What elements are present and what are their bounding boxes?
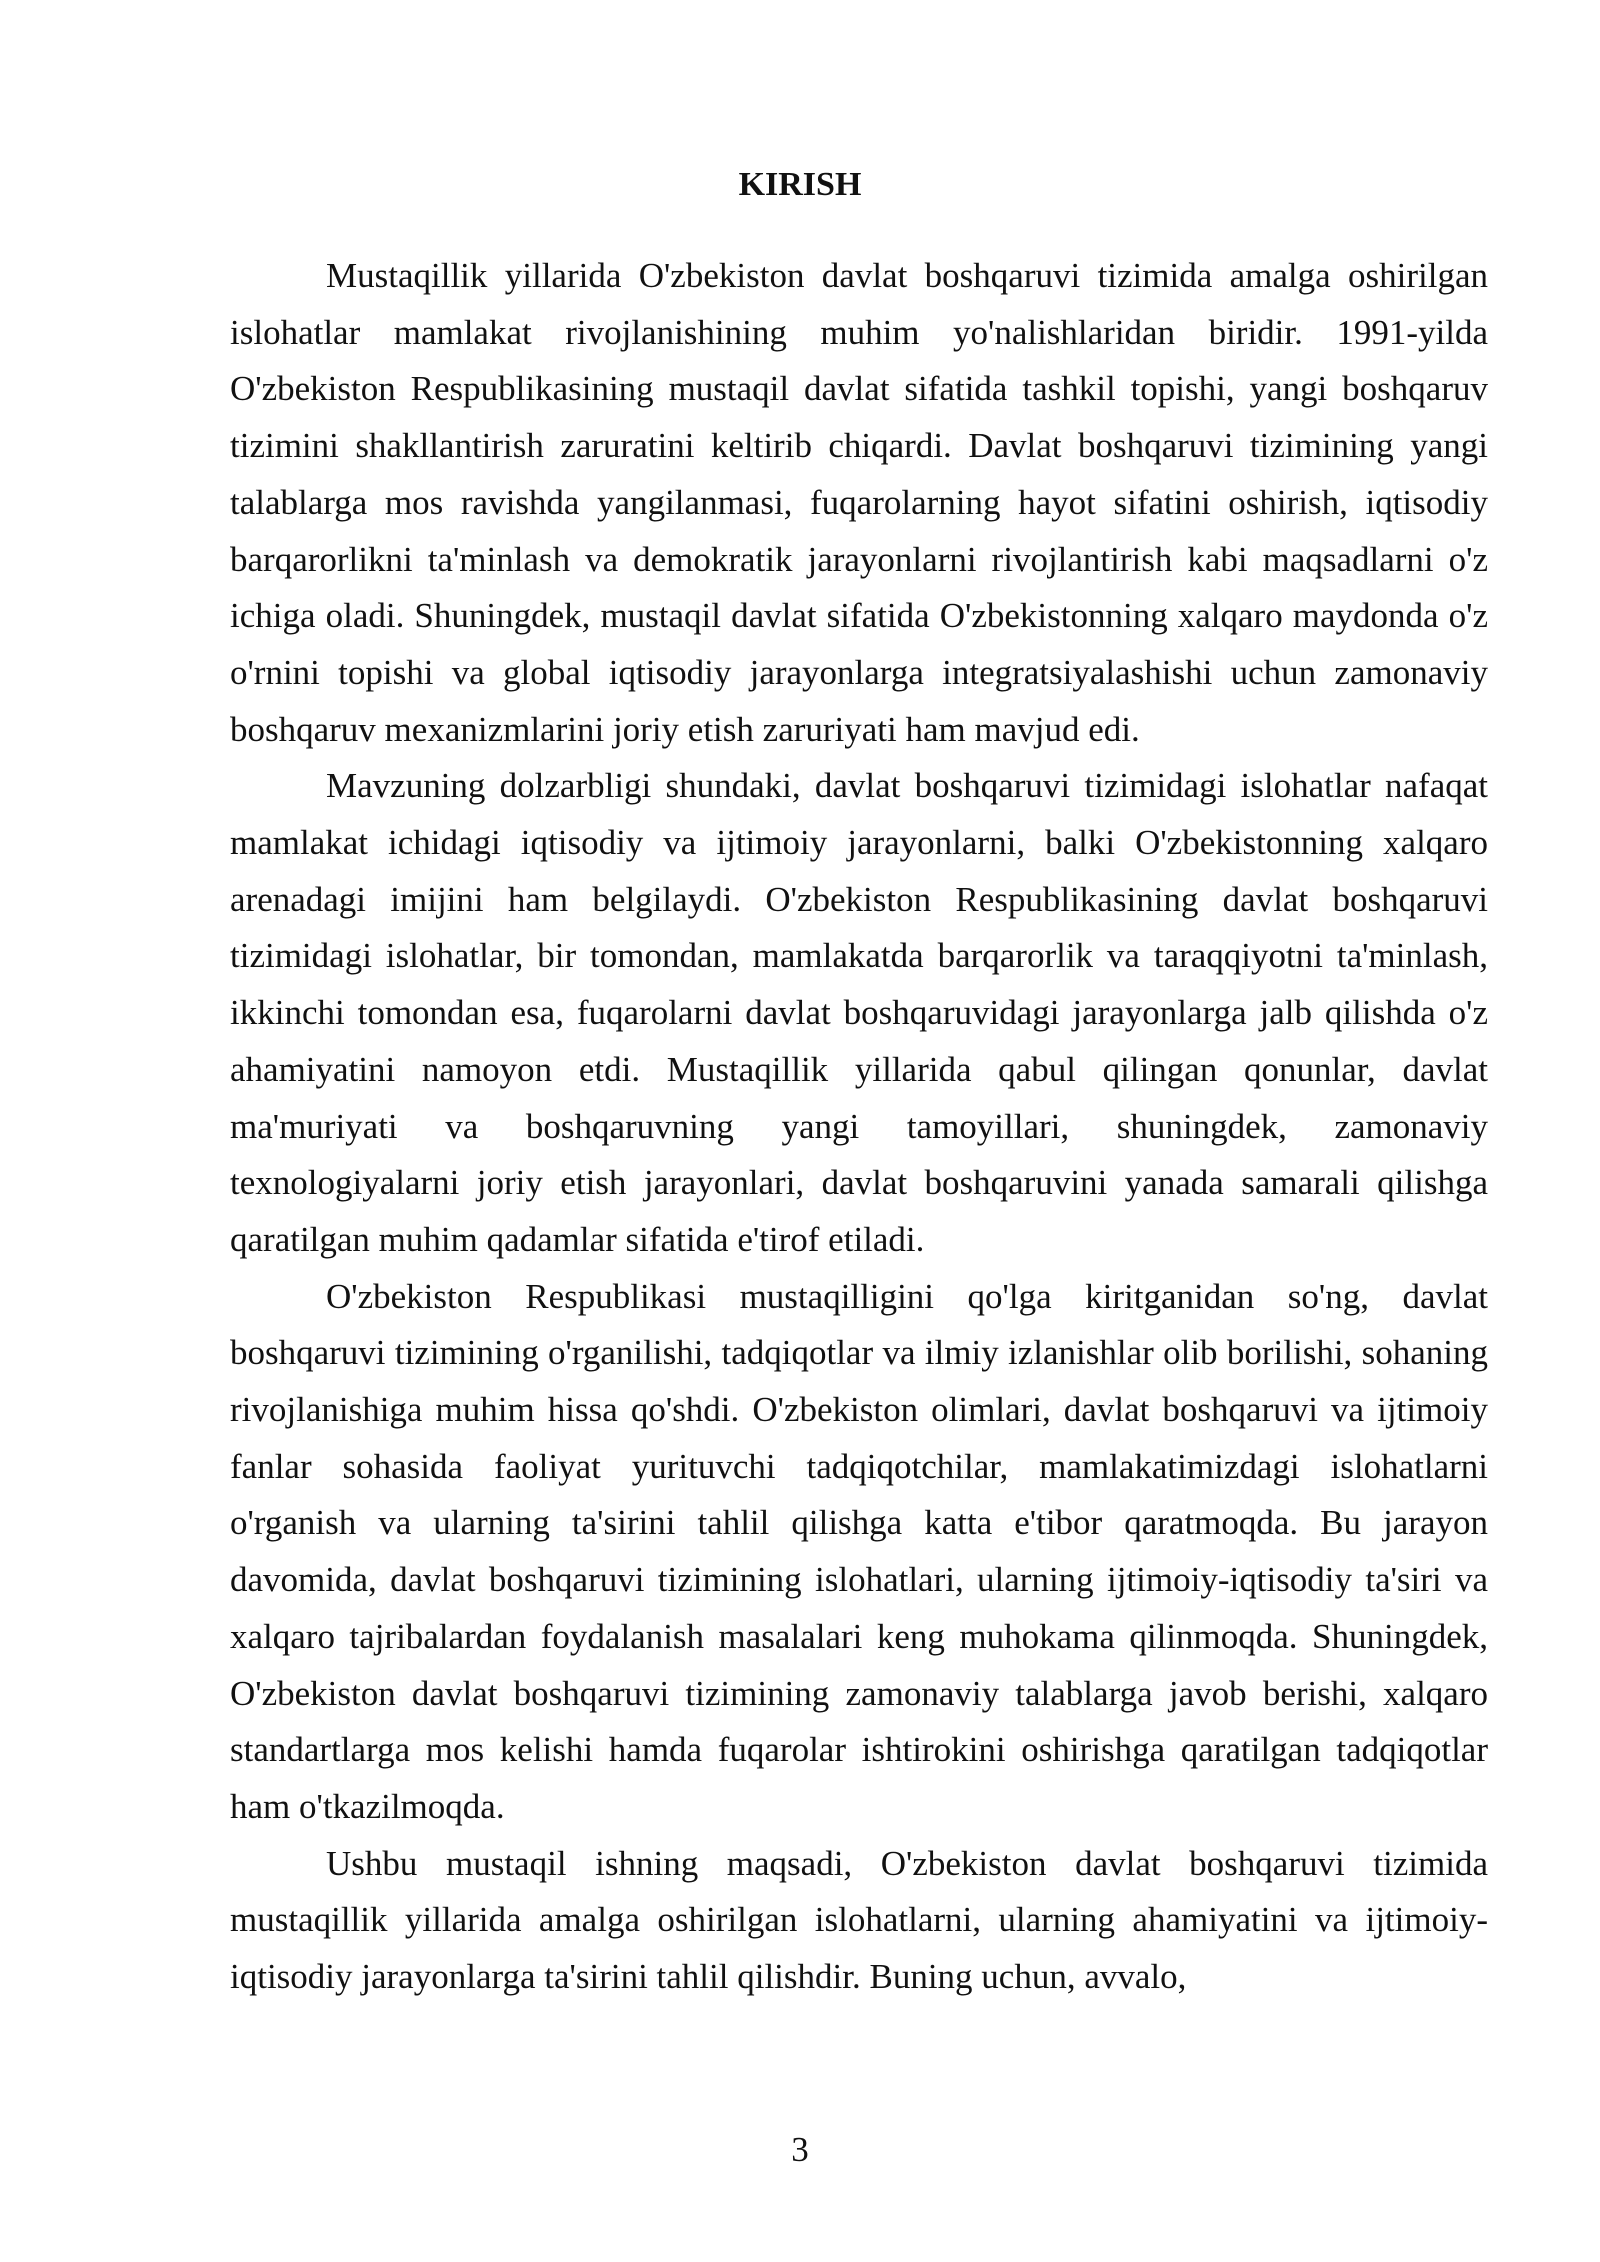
paragraph-2: Mavzuning dolzarbligi shundaki, davlat boshqaruvi tizimidagi islohatlar nafaqat mamlakat ichidagi iqtisodiy va ijtimoiy jarayonlarni, balki O'zbekistonning xalqaro arenadagi imijini ham belgilaydi. O'zbekiston Respublikasining davlat boshqaruvi tizimidagi islohatlar, bir tomondan, mamlakatda barqarorlik va taraqqiyotni ta'minlash, ikkinchi tomondan esa, fuqarolarni davlat boshqaruvidagi jarayonlarga jalb qilishda o'z ahamiyatini namoyon etdi. Mustaqillik yillarida qabul qilingan qonunlar, davlat ma'muriyati va boshqaruvning yangi tamoyillari, shuningdek, zamonaviy texnologiyalarni joriy etish jarayonlari, davlat boshqaruvini yanada samarali qilishga qaratilgan muhim qadamlar sifatida e'tirof etiladi.: [230, 766, 1488, 1259]
paragraph-1: Mustaqillik yillarida O'zbekiston davlat boshqaruvi tizimida amalga oshirilgan islohatlar mamlakat rivojlanishining muhim yo'nalishlaridan biridir. 1991-yilda O'zbekiston Respublikasining mustaqil davlat sifatida tashkil topishi, yangi boshqaruv tizimini shakllantirish zaruratini keltirib chiqardi. Davlat boshqaruvi tizimining yangi talablarga mos ravishda yangilanmasi, fuqarolarning hayot sifatini oshirish, iqtisodiy barqarorlikni ta'minlash va demokratik jarayonlarni rivojlantirish kabi maqsadlarni o'z ichiga oladi. Shuningdek, mustaqil davlat sifatida O'zbekistonning xalqaro maydonda o'z o'rnini topishi va global iqtisodiy jarayonlarga integratsiyalashishi uchun zamonaviy boshqaruv mexanizmlarini joriy etish zaruriyati ham mavjud edi.: [230, 256, 1488, 749]
page-title: KIRISH: [738, 166, 862, 203]
body-text: [230, 248, 1488, 2006]
paragraph-4: Ushbu mustaqil ishning maqsadi, O'zbekiston davlat boshqaruvi tizimida mustaqillik yillarida amalga oshirilgan islohatlarni, ularning ahamiyatini va ijtimoiy-iqtisodiy jarayonlarga ta'sirini tahlil qilishdir. Buning uchun, avvalo,: [230, 1843, 1488, 1997]
paragraph-3: O'zbekiston Respublikasi mustaqilligini qo'lga kiritganidan so'ng, davlat boshqaruvi tizimining o'rganilishi, tadqiqotlar va ilmiy izlanishlar olib borilishi, sohaning rivojlanishiga muhim hissa qo'shdi. O'zbekiston olimlari, davlat boshqaruvi va ijtimoiy fanlar sohasida faoliyat yurituvchi tadqiqotchilar, mamlakatimizdagi islohatlarni o'rganish va ularning ta'sirini tahlil qilishga katta e'tibor qaratmoqda. Bu jarayon davomida, davlat boshqaruvi tizimining islohatlari, ularning ijtimoiy-iqtisodiy ta'siri va xalqaro tajribalardan foydalanish masalalari keng muhokama qilinmoqda. Shuningdek, O'zbekiston davlat boshqaruvi tizimining zamonaviy talablarga javob berishi, xalqaro standartlarga mos kelishi hamda fuqarolar ishtirokini oshirishga qaratilgan tadqiqotlar ham o'tkazilmoqda.: [230, 1276, 1488, 1826]
page-number: 3: [791, 2130, 809, 2169]
